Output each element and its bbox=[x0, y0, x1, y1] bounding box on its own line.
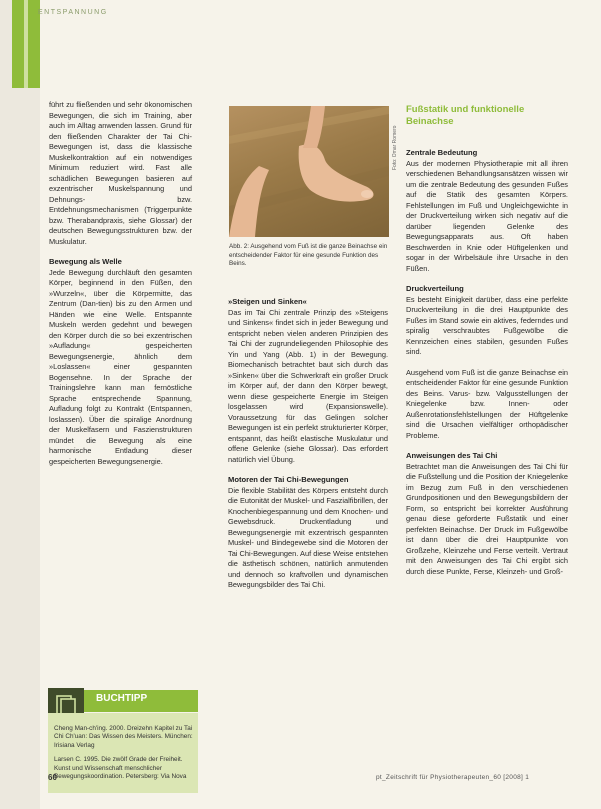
column-3 bbox=[406, 148, 568, 587]
paragraph: Es besteht Einigkeit darüber, dass eine perfekte Druckverteilung in die drei Hauptpunkte des Fußes im Stand sowie ein aktives, federndes und spiralig verschraubtes Fußgewölbe die Kennzeichen eines stabilen, gesunden Fußes sind. bbox=[406, 294, 568, 356]
subheading: »Steigen und Sinken« bbox=[228, 297, 307, 306]
subheading: Motoren der Tai Chi-Bewegungen bbox=[228, 475, 349, 484]
subheading: Bewegung als Welle bbox=[49, 257, 122, 266]
paragraph: führt zu fließenden und sehr ökonomischen Bewegungen, die sich im Training, aber auch im Alltag anwenden lassen. Grund für den fließenden Charakter der Tai Chi-Bewegungen ist, dass die klassische Muskelkontraktion auf ein notwendiges Minimum reduziert wird. Fast alle schädlichen Bewegungen basieren auf exzentrischer Muskelspannung und Dehnungs- bzw. Entdehnungsmechanismen (Triggerpunkte bzw. Therabandpraxis, siehe Glossar) der deutschen Bewegungsstrukturen bzw. der Muskulatur. bbox=[49, 100, 192, 246]
book-reference: Larsen C. 1995. Die zwölf Grade der Freiheit. Kunst und Wissenschaft menschlicher Bewegungskoordination. Petersberg: Via Nova bbox=[54, 756, 187, 781]
column-2 bbox=[228, 297, 388, 601]
section-title: Fußstatik und funktionelle Beinachse bbox=[406, 104, 525, 127]
paragraph: Ausgehend vom Fuß ist die ganze Beinachse ein entscheidender Faktor für eine gesunde Funktion des Beins. Varus- bzw. Valgusstellungen der Kniegelenke bzw. Innen- oder Außenrotationsfehlstellungen der Hüftgelenke sind die Ursachen vielfältiger orthopädischer Probleme. bbox=[406, 367, 568, 440]
paragraph: Jede Bewegung durchläuft den gesamten Körper, beginnend in den Füßen, den »Wurzeln«, über die Körpermitte, das Zentrum (Dan-tien) bis zu den Armen und Händen wie eine Welle. Entspannte Muskeln werden gedehnt und bewegen den Körper durch die so bei exzentrischen »Aufladung« gespeicherten Bewegungsenergie, ähnlich dem »Loslassen« einer gespannten Bogensehne. In der Sprache der Trainingslehre kann man fernöstliche Sprache entsprechende Spannung, Aufladung folgt zu Kontrakt (Entspannen, loslassen). Über die spiralige Anordnung der Muskelfasern und Faszienstrukturen mündet die Bewegung als eine harmonische Entladung dieser gespeicherten Bewegungsenergie. bbox=[49, 267, 192, 466]
column-1 bbox=[49, 100, 192, 477]
subheading: Anweisungen des Tai Chi bbox=[406, 451, 498, 460]
subheading: Zentrale Bedeutung bbox=[406, 148, 478, 157]
foot-photo bbox=[229, 106, 389, 237]
paragraph: Aus der modernen Physiotherapie mit all ihren verschiedenen Behandlungsansätzen wissen wir um die zentrale Bedeutung des gesunden Fußes auf die Statik des gesamten Körpers. Fehlstellungen im Fuß und Ungleichgewichte in der Druckverteilung wirken sich negativ auf die darüber liegenden Gelenke des Bewegungsapparats aus. Oft haben Beschwerden in Knie oder Hüftgelenken und sogar in der Wirbelsäule ihre Ursache in den Füßen. bbox=[406, 158, 568, 273]
paragraph: Die flexible Stabilität des Körpers entsteht durch die Eutonität der Muskel- und Faszialfibrillen, der Knochenbiegespannung und dem Knochen- und Gewebsdruck. Druckentladung und Bewegungsenergie mit exzentrisch gespannten Muskel- und Bindegewebe sind die Motoren der Tai Chi-Bewegungen. Auf diese Weise entstehen die ästhetisch schönen, natürlich anmutenden und dennoch so kraftvollen und dynamischen Bewegungsbilder des Tai Chi. bbox=[228, 485, 388, 589]
section-rubric: ENTSPANNUNG bbox=[38, 9, 108, 16]
figure-caption: Abb. 2: Ausgehend vom Fuß ist die ganze Beinachse ein entscheidender Faktor für eine gesunde Funktion des Beins. bbox=[229, 243, 388, 267]
book-reference: Cheng Man-ch'ing. 2000. Dreizehn Kapitel zu Tai Chi Ch'uan: Das Wissen des Meisters. München: Irisiana Verlag bbox=[54, 725, 193, 749]
page-margin bbox=[0, 0, 40, 809]
color-tab-highlight bbox=[24, 0, 28, 88]
subheading: Druckverteilung bbox=[406, 284, 464, 293]
paragraph: Betrachtet man die Anweisungen des Tai Chi für die Fußstellung und die Position der Kniegelenke im Bezug zum Fuß in den verschiedenen Grundpositionen und den Bewegungsbildern der Form, so entspricht bei korrekter Ausführung genau diese geforderte Fußstatik und einer perfekten Beinachse. Der Druck im Fußgewölbe ist dann über die drei Hauptpunkte von Großzehe, Kleinzehe und Ferse verteilt. Vertraut mit den Anweisungen des Tai Chi ergibt sich durch diese Punkte, Ferse, Kleinzeh- und Groß- bbox=[406, 461, 568, 576]
buchtipp-title: BUCHTIPP bbox=[96, 693, 148, 704]
journal-footer: pt_Zeitschrift für Physiotherapeuten_60 [2008] 1 bbox=[376, 774, 530, 781]
page-number: 60 bbox=[48, 773, 57, 782]
buchtipp-entries bbox=[54, 725, 196, 787]
photo-credit: Foto: Omar Romero bbox=[392, 125, 398, 170]
paragraph: Das im Tai Chi zentrale Prinzip des »Steigens und Sinkens« findet sich in jeder Bewegung und entspricht neben vielen anderen Prinzipien des Tai Chi der zugrundeliegenden Philosophie des Yin und Yang (Abb. 1) in der Bewegung. Biomechanisch betrachtet baut sich durch das »Sinken« über die Schwerkraft ein großer Druck im Körper auf, der dann den Körper bewegt, wenn diese gespeicherte Energie im Steigen losgelassen wird (Expansionswelle). Voraussetzung für das Gelingen solcher Bewegungen ist ein perfekt strukturierter Körper, entspannt, das heißt elastische Muskulatur und offene Gelenke (siehe Glossar). Das erfordert natürlich viel Übung. bbox=[228, 307, 388, 464]
